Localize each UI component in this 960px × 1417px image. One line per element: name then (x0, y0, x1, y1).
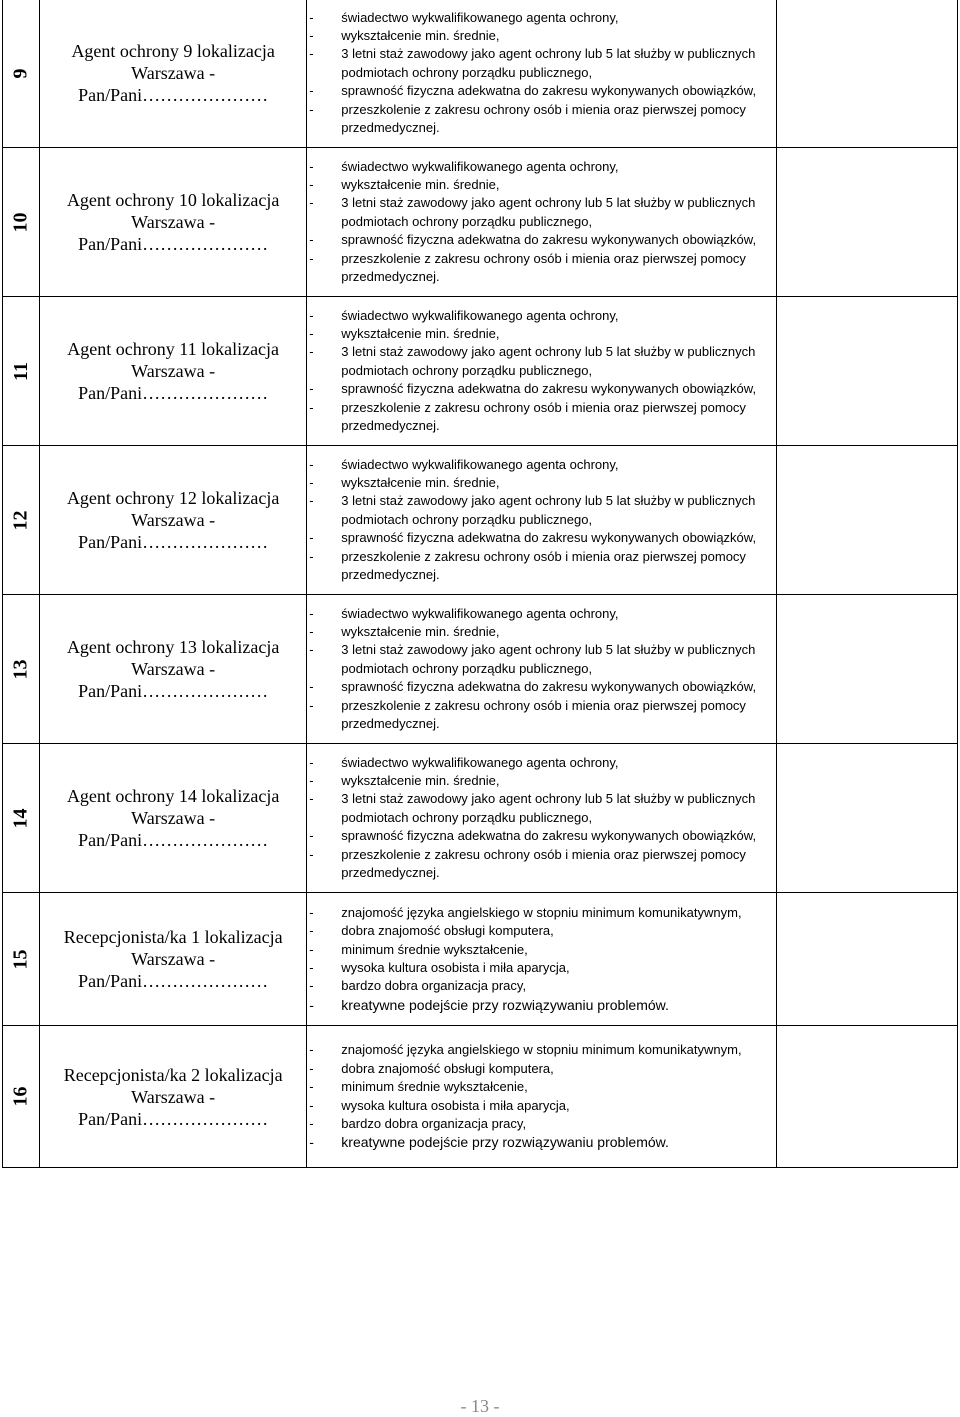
requirements-cell (307, 148, 776, 297)
requirement-item: - świadectwo wykwalifikowanego agenta ochrony, (307, 158, 775, 176)
requirement-item: - 3 letni staż zawodowy jako agent ochrony lub 5 lat służby w publicznych podmiotach ochrony porządku publicznego, (307, 343, 775, 380)
position-person: Pan/Pani………………… (78, 1108, 269, 1129)
table-row (3, 744, 958, 893)
requirement-item: - 3 letni staż zawodowy jako agent ochrony lub 5 lat służby w publicznych podmiotach ochrony porządku publicznego, (307, 45, 775, 82)
position-person: Pan/Pani………………… (78, 830, 269, 850)
requirements-cell (307, 744, 776, 893)
table-row (3, 148, 958, 297)
row-number-cell (3, 893, 40, 1026)
requirement-item: - wykształcenie min. średnie, (307, 474, 775, 492)
position-title: Agent ochrony 12 lokalizacja (66, 488, 280, 508)
requirements-list (307, 754, 775, 883)
row-number: 11 (9, 361, 32, 381)
empty-cell (776, 0, 957, 148)
table-row (3, 297, 958, 446)
requirement-item: - 3 letni staż zawodowy jako agent ochrony lub 5 lat służby w publicznych podmiotach ochrony porządku publicznego, (307, 492, 775, 529)
requirements-list (307, 456, 775, 585)
requirement-item: - przeszkolenie z zakresu ochrony osób i mienia oraz pierwszej pomocy przedmedycznej. (307, 399, 775, 436)
requirement-item: - świadectwo wykwalifikowanego agenta ochrony, (307, 456, 775, 474)
position-cell (40, 297, 307, 446)
requirement-item: - świadectwo wykwalifikowanego agenta ochrony, (307, 754, 775, 772)
empty-cell (776, 1026, 957, 1168)
position-cell (40, 446, 307, 595)
requirement-item: - minimum średnie wykształcenie, (307, 1078, 775, 1096)
requirement-item: - znajomość języka angielskiego w stopniu minimum komunikatywnym, (307, 1041, 775, 1059)
requirement-item: - dobra znajomość obsługi komputera, (307, 1060, 775, 1078)
requirement-item: - przeszkolenie z zakresu ochrony osób i mienia oraz pierwszej pomocy przedmedycznej. (307, 697, 775, 734)
empty-cell (776, 446, 957, 595)
table-row (3, 893, 958, 1026)
page-number: - 13 - (460, 1396, 500, 1416)
requirement-item: - sprawność fizyczna adekwatna do zakresu wykonywanych obowiązków, (307, 827, 775, 845)
position-cell (40, 595, 307, 744)
position-person: Pan/Pani………………… (78, 234, 269, 254)
requirement-item: - sprawność fizyczna adekwatna do zakresu wykonywanych obowiązków, (307, 82, 775, 100)
position-city: Warszawa - (131, 808, 216, 828)
position-title: Agent ochrony 10 lokalizacja (66, 190, 280, 210)
requirement-item: - bardzo dobra organizacja pracy, (307, 1115, 775, 1133)
empty-cell (776, 148, 957, 297)
requirement-item: - 3 letni staż zawodowy jako agent ochrony lub 5 lat służby w publicznych podmiotach ochrony porządku publicznego, (307, 641, 775, 678)
position-person: Pan/Pani………………… (78, 971, 269, 991)
requirement-item: - kreatywne podejście przy rozwiązywaniu problemów. (307, 1133, 775, 1151)
table-row (3, 0, 958, 148)
table-row (3, 446, 958, 595)
position-cell (40, 1026, 307, 1168)
position-person: Pan/Pani………………… (78, 85, 269, 105)
table-row (3, 595, 958, 744)
requirements-list (307, 1041, 775, 1151)
requirements-cell (307, 297, 776, 446)
position-title: Agent ochrony 9 lokalizacja (71, 41, 275, 61)
position-cell (40, 893, 307, 1026)
requirement-item: - wykształcenie min. średnie, (307, 27, 775, 45)
requirements-cell (307, 893, 776, 1026)
requirement-item: - świadectwo wykwalifikowanego agenta ochrony, (307, 9, 775, 27)
row-number: 15 (9, 949, 32, 969)
row-number: 9 (9, 68, 32, 78)
requirement-item: - wysoka kultura osobista i miła aparycja, (307, 1097, 775, 1115)
requirement-item: - przeszkolenie z zakresu ochrony osób i mienia oraz pierwszej pomocy przedmedycznej. (307, 101, 775, 138)
position-city: Warszawa - (131, 361, 216, 381)
position-city: Warszawa - (131, 949, 216, 969)
empty-cell (776, 595, 957, 744)
row-number-cell (3, 0, 40, 148)
row-number-cell (3, 297, 40, 446)
requirements-cell (307, 0, 776, 148)
row-number-cell (3, 148, 40, 297)
row-number: 13 (9, 659, 32, 679)
requirement-item: - wykształcenie min. średnie, (307, 325, 775, 343)
requirements-list (307, 158, 775, 287)
row-number-cell (3, 744, 40, 893)
requirement-item: - znajomość języka angielskiego w stopniu minimum komunikatywnym, (307, 904, 775, 922)
empty-cell (776, 744, 957, 893)
requirement-item: - dobra znajomość obsługi komputera, (307, 922, 775, 940)
position-title: Recepcjonista/ka 2 lokalizacja (63, 1064, 283, 1085)
requirement-item: - świadectwo wykwalifikowanego agenta ochrony, (307, 605, 775, 623)
position-cell (40, 148, 307, 297)
table-row (3, 1026, 958, 1168)
requirement-item: - minimum średnie wykształcenie, (307, 941, 775, 959)
requirement-item: - sprawność fizyczna adekwatna do zakresu wykonywanych obowiązków, (307, 231, 775, 249)
requirement-item: - bardzo dobra organizacja pracy, (307, 977, 775, 995)
row-number: 10 (9, 212, 32, 232)
requirement-item: - 3 letni staż zawodowy jako agent ochrony lub 5 lat służby w publicznych podmiotach ochrony porządku publicznego, (307, 194, 775, 231)
requirements-list (307, 605, 775, 734)
row-number: 12 (9, 510, 32, 530)
row-number: 14 (9, 808, 32, 828)
position-cell (40, 744, 307, 893)
empty-cell (776, 297, 957, 446)
requirement-item: - przeszkolenie z zakresu ochrony osób i mienia oraz pierwszej pomocy przedmedycznej. (307, 250, 775, 287)
row-number-cell (3, 446, 40, 595)
requirement-item: - sprawność fizyczna adekwatna do zakresu wykonywanych obowiązków, (307, 678, 775, 696)
requirement-item: - wykształcenie min. średnie, (307, 176, 775, 194)
requirement-item: - świadectwo wykwalifikowanego agenta ochrony, (307, 307, 775, 325)
position-title: Agent ochrony 11 lokalizacja (67, 339, 280, 359)
requirements-cell (307, 595, 776, 744)
position-title: Recepcjonista/ka 1 lokalizacja (63, 927, 283, 947)
requirement-item: - 3 letni staż zawodowy jako agent ochrony lub 5 lat służby w publicznych podmiotach ochrony porządku publicznego, (307, 790, 775, 827)
position-cell (40, 0, 307, 148)
positions-table (2, 0, 958, 1168)
position-city: Warszawa - (131, 212, 216, 232)
position-person: Pan/Pani………………… (78, 532, 269, 552)
row-number-cell (3, 595, 40, 744)
position-title: Agent ochrony 13 lokalizacja (66, 637, 280, 657)
requirements-list (307, 9, 775, 138)
requirement-item: - sprawność fizyczna adekwatna do zakresu wykonywanych obowiązków, (307, 529, 775, 547)
requirement-item: - wysoka kultura osobista i miła aparycja, (307, 959, 775, 977)
requirement-item: - przeszkolenie z zakresu ochrony osób i mienia oraz pierwszej pomocy przedmedycznej. (307, 846, 775, 883)
requirements-list (307, 904, 775, 1014)
position-city: Warszawa - (131, 1086, 216, 1107)
requirement-item: - sprawność fizyczna adekwatna do zakresu wykonywanych obowiązków, (307, 380, 775, 398)
position-person: Pan/Pani………………… (78, 681, 269, 701)
requirement-item: - wykształcenie min. średnie, (307, 772, 775, 790)
requirement-item: - przeszkolenie z zakresu ochrony osób i mienia oraz pierwszej pomocy przedmedycznej. (307, 548, 775, 585)
requirements-list (307, 307, 775, 436)
position-person: Pan/Pani………………… (78, 383, 269, 403)
position-title: Agent ochrony 14 lokalizacja (66, 786, 280, 806)
position-city: Warszawa - (131, 659, 216, 679)
requirement-item: - kreatywne podejście przy rozwiązywaniu problemów. (307, 996, 775, 1014)
requirement-item: - wykształcenie min. średnie, (307, 623, 775, 641)
position-city: Warszawa - (131, 510, 216, 530)
requirements-cell (307, 446, 776, 595)
row-number-cell (3, 1026, 40, 1168)
requirements-cell (307, 1026, 776, 1168)
position-city: Warszawa - (131, 63, 216, 83)
empty-cell (776, 893, 957, 1026)
row-number: 16 (9, 1086, 32, 1107)
